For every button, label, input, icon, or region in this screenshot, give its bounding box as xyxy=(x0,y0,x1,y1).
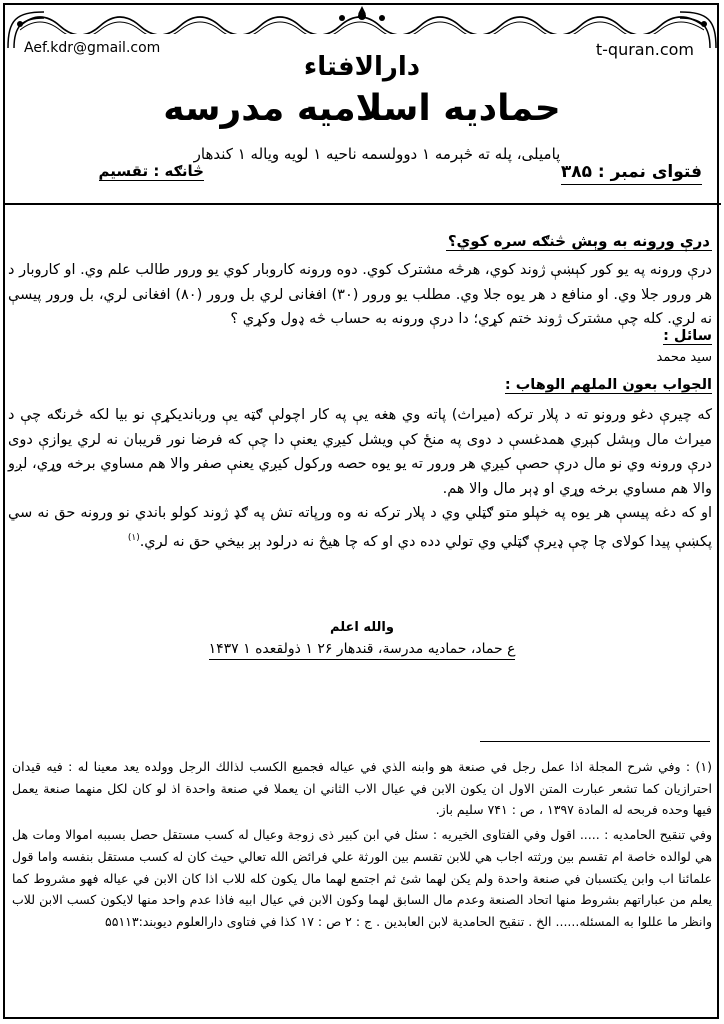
asker-name: سید محمد xyxy=(656,350,712,365)
answer-paragraph: او که دغه پیسې هر یوه په خپلو متو ګټلي وي د پلار ترکه نه وه ورپاته تش په ګډ ژوند کولو باندي نو ورونه حق نه سي پکښې پیدا کولای چا چې ډیرې ګټلي وي تولي دده دي او که چا هیڅ نه درلود ېږ بیخي حق نه لري.$^{(۱)}$ xyxy=(8,505,712,550)
email-address[interactable]: Aef.kdr@gmail.com xyxy=(24,40,161,56)
footnote-marker[interactable]: (۱) xyxy=(127,532,140,543)
footnote-divider xyxy=(480,741,710,742)
footnote-1: (۱) : وفي شرح المجلة اذا عمل رجل في صنعة هو وابنه الذي في عياله فجميع الكسب لذالك الرجل وولده يعد معينا له : فيه قيدان احترازيان كما تشعر عبارت المتن الاول ان يكون الابن في عيال الاب الثاني ان يعملا في صنعة واحدة اذ لو كان لكل منهما صنعة يعمل فيها وحده فربحه له المادة ۱۳۹۷ ، ص : ۷۴۱ سليم باز. xyxy=(12,759,712,818)
answer-heading: الجواب بعون الملهم الوهاب : xyxy=(504,377,712,393)
answer-paragraph: که چیرې دغو ورونو ته د پلار ترکه (میراث) پاته وي هغه یې په کار اچولې ګټه یې وربانديکړې نو بیا لکه څرنګه چې د میراث مال وېشل کېږي همدغسې د دوی په منځ کې ویشل کیږي یعنې دا چې که فرضا نور قریبان نه لري یوازې دوی درې ورونه وي نو مال درې حصې کیږي هر ورور ته یو یوه حصه ورکول کیږي یعنې صفر والا هم مساوي برخه وړي، لږو والا هم مساوي برخه وړي او ډېر مال والا هم. xyxy=(8,407,712,497)
website-link[interactable]: t-quran.com xyxy=(595,40,694,59)
page-title: دارالافتاء xyxy=(303,52,421,82)
footnotes xyxy=(12,756,712,936)
answer-text xyxy=(8,403,712,554)
asker-label: سائل : xyxy=(663,328,712,344)
address-line: پامیلی، پله ته څېرمه ۱ دوولسمه ناحیه ۱ لویه ویاله ۱ کندهار xyxy=(193,145,561,163)
question-text: درې ورونه په یو کور کېښې ژوند کوي، هرڅه مشترک کوي. دوه ورونه کاروبار کوي یو ورور طالب علم وي. او کاروبار د هر ورور جلا وي. او منافع د هر یوه جلا وي. مطلب یو ورور (۳۰) افغانی لري بل ورور (۸۰) افغانی لري، بل ورور پیسې نه لري. کله چې مشترک ژوند ختم کړي؛ دا درې ورونه به حساب څه ډول وکړي ؟ xyxy=(8,262,712,327)
question-heading: درې ورونه به وېش څنګه سره کوي؟ xyxy=(447,232,710,250)
section-label: څانګه : تقسیم xyxy=(98,162,204,180)
fatwa-number: فتوای نمبر : ۳۸۵ xyxy=(561,162,702,185)
decorative-border-ornament xyxy=(20,4,704,34)
signature-line: ع حماد، حمادیه مدرسة، قندهار ۲۶ ۱ ذولقعده ۱ ۱۴۳۷ xyxy=(0,641,724,657)
madrasa-name: حمادیه اسلامیه مدرسه xyxy=(163,88,561,129)
wallahu-alam: والله اعلم xyxy=(330,620,394,635)
footnote-2: وفي تنقيح الحامديه : ..... اقول وفي الفتاوى الخيريه : سئل في ابن كبير ذى زوجة وعيال له كسب مستقل حصل بسببه اموالا ومات هل هي لوالده خاصة ام تقسم بين ورثته اجاب هي للابن تقسم بين الورثة علي فرائض الله تعالي حيث كان له كسب مستقل بنفسه واما قول علمائنا اب وابن يكتسبان في صنعة واحدة ولم يكن لهما شئ ثم اجتمع لهما مال يكون كله للاب اذا كان الابن في عياله فهو مشروط كما يعلم من عباراتهم بشروط منها اتحاد الصنعة وعدم مال السابق لهما وكون الابن في عيال ابيه فاذا عدم واحد منها لايكون كسب الابن للاب وانظر ما عللوا به المسئله...... الخ . تنقيح الحامدية لابن العابدين . ج : ۲ ص : ۱۷ كذا في فتاوى دارالعلوم ديوبند:۵۵۱۱۳ xyxy=(12,827,712,929)
header-divider xyxy=(3,203,721,205)
